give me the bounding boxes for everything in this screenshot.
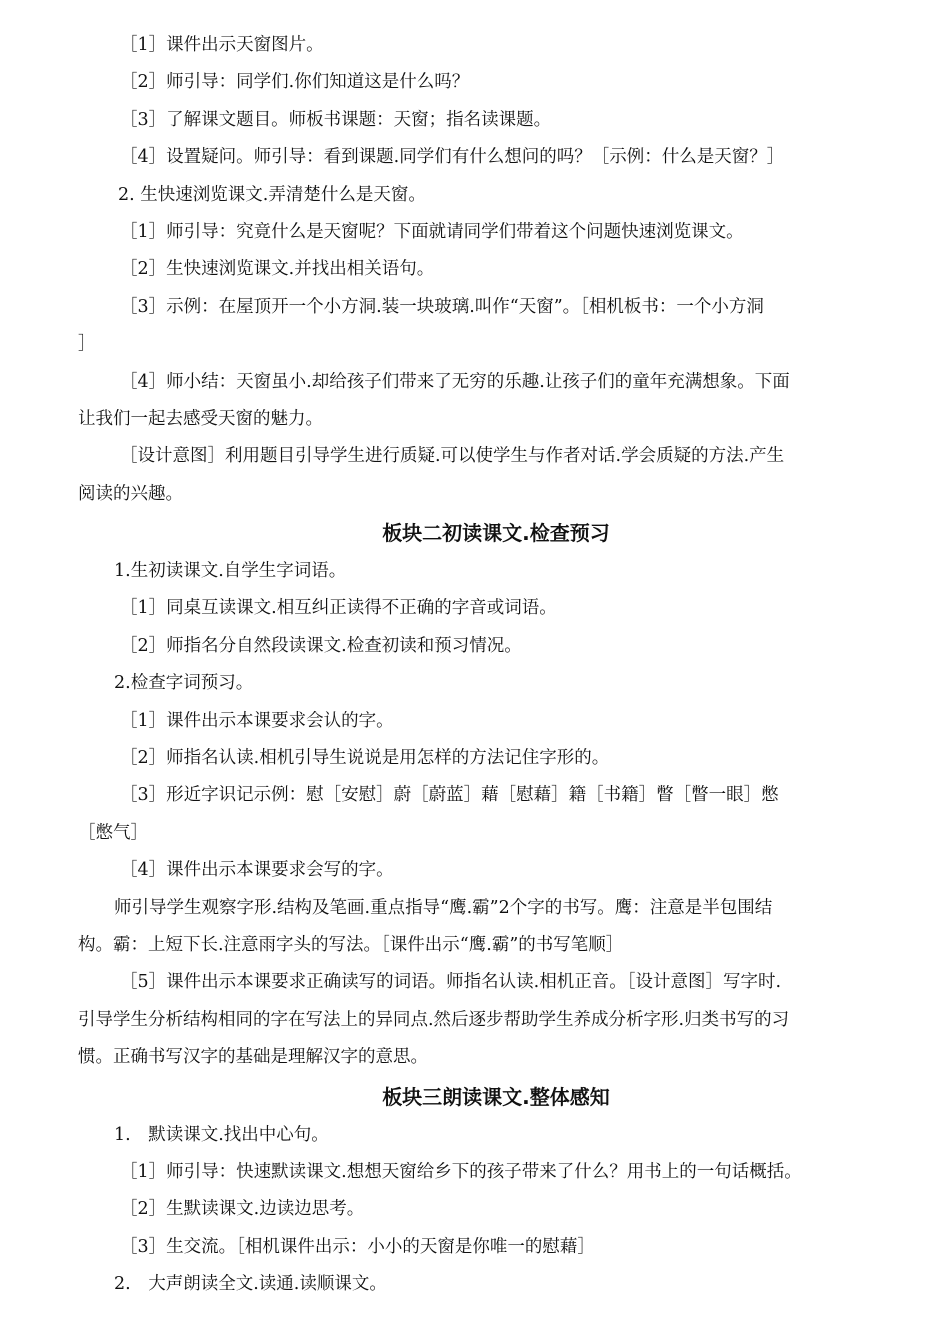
paragraph-line: ［2］生默读课文.边读边思考。 [120, 1199, 365, 1220]
paragraph-line: ［1］课件出示天窗图片。 [120, 35, 324, 55]
paragraph-line: 2.检查字词预习。 [114, 673, 254, 694]
paragraph-line: ［4］设置疑问。师引导：看到课题.同学们有什么想问的吗？［示例：什么是天窗？］ [120, 147, 785, 168]
paragraph-line: ［4］师小结：天窗虽小.却给孩子们带来了无穷的乐趣.让孩子们的童年充满想象。下面 [120, 371, 790, 392]
paragraph-line: ［2］师指名分自然段读课文.检查初读和预习情况。 [120, 635, 522, 656]
paragraph-line: ［3］生交流。［相机课件出示：小小的天窗是你唯一的慰藉］ [120, 1236, 595, 1257]
paragraph-line: 1.生初读课文.自学生字词语。 [114, 561, 347, 582]
paragraph-line: 师引导学生观察字形.结构及笔画.重点指导“鹰.霸”2个字的书写。鹰：注意是半包围结 [114, 897, 773, 918]
paragraph-line: ［2］生快速浏览课文.并找出相关语句。 [120, 259, 435, 280]
paragraph-line: 1. 默读课文.找出中心句。 [114, 1124, 329, 1145]
paragraph-line: ］ [78, 334, 96, 355]
paragraph-line: ［1］师引导：究竟什么是天窗呢？下面就请同学们带着这个问题快速浏览课文。 [120, 221, 744, 242]
paragraph-line: ［1］师引导：快速默读课文.想想天窗给乡下的孩子带来了什么？用书上的一句话概括。 [120, 1161, 802, 1182]
paragraph-line: 惯。正确书写汉字的基础是理解汉字的意思。 [78, 1047, 428, 1068]
paragraph-line: 2. 大声朗读全文.读通.读顺课文。 [114, 1274, 387, 1295]
paragraph-line: ［3］形近字识记示例：慰［安慰］蔚［蔚蓝］藉［慰藉］籍［书籍］瞥［瞥一眼］憋 [120, 785, 779, 806]
paragraph-line: ［3］示例：在屋顶开一个小方洞.装一块玻璃.叫作“天窗”。［相机板书：一个小方洞 [120, 296, 764, 317]
paragraph-line: ［憋气］ [78, 822, 148, 843]
paragraph-line: ［3］了解课文题目。师板书课题：天窗；指名读课题。 [120, 109, 552, 130]
paragraph-line: ［2］师引导：同学们.你们知道这是什么吗？ [120, 72, 470, 93]
paragraph-line: 让我们一起去感受天窗的魅力。 [78, 408, 323, 429]
paragraph-line: 引导学生分析结构相同的字在写法上的异同点.然后逐步帮助学生养成分析字形.归类书写的习 [78, 1009, 790, 1030]
paragraph-line: 构。霸：上短下长.注意雨字头的写法。［课件出示“鹰.霸”的书写笔顺］ [78, 934, 624, 955]
section-heading: 板块三朗读课文.整体感知 [382, 1084, 610, 1109]
paragraph-line: ［2］师指名认读.相机引导生说说是用怎样的方法记住字形的。 [120, 748, 610, 769]
section-heading: 板块二初读课文.检查预习 [382, 521, 610, 546]
paragraph-line: 2. 生快速浏览课文.弄清楚什么是天窗。 [118, 184, 426, 205]
paragraph-line: ［1］课件出示本课要求会认的字。 [120, 710, 394, 731]
paragraph-line: ［5］课件出示本课要求正确读写的词语。师指名认读.相机正音。［设计意图］写字时. [120, 972, 782, 993]
paragraph-line: ［4］课件出示本课要求会写的字。 [120, 860, 394, 881]
paragraph-line: ［1］同桌互读课文.相互纠正读得不正确的字音或词语。 [120, 598, 557, 619]
paragraph-line: ［设计意图］利用题目引导学生进行质疑.可以使学生与作者对话.学会质疑的方法.产生 [120, 446, 785, 467]
paragraph-line: 阅读的兴趣。 [78, 483, 183, 504]
